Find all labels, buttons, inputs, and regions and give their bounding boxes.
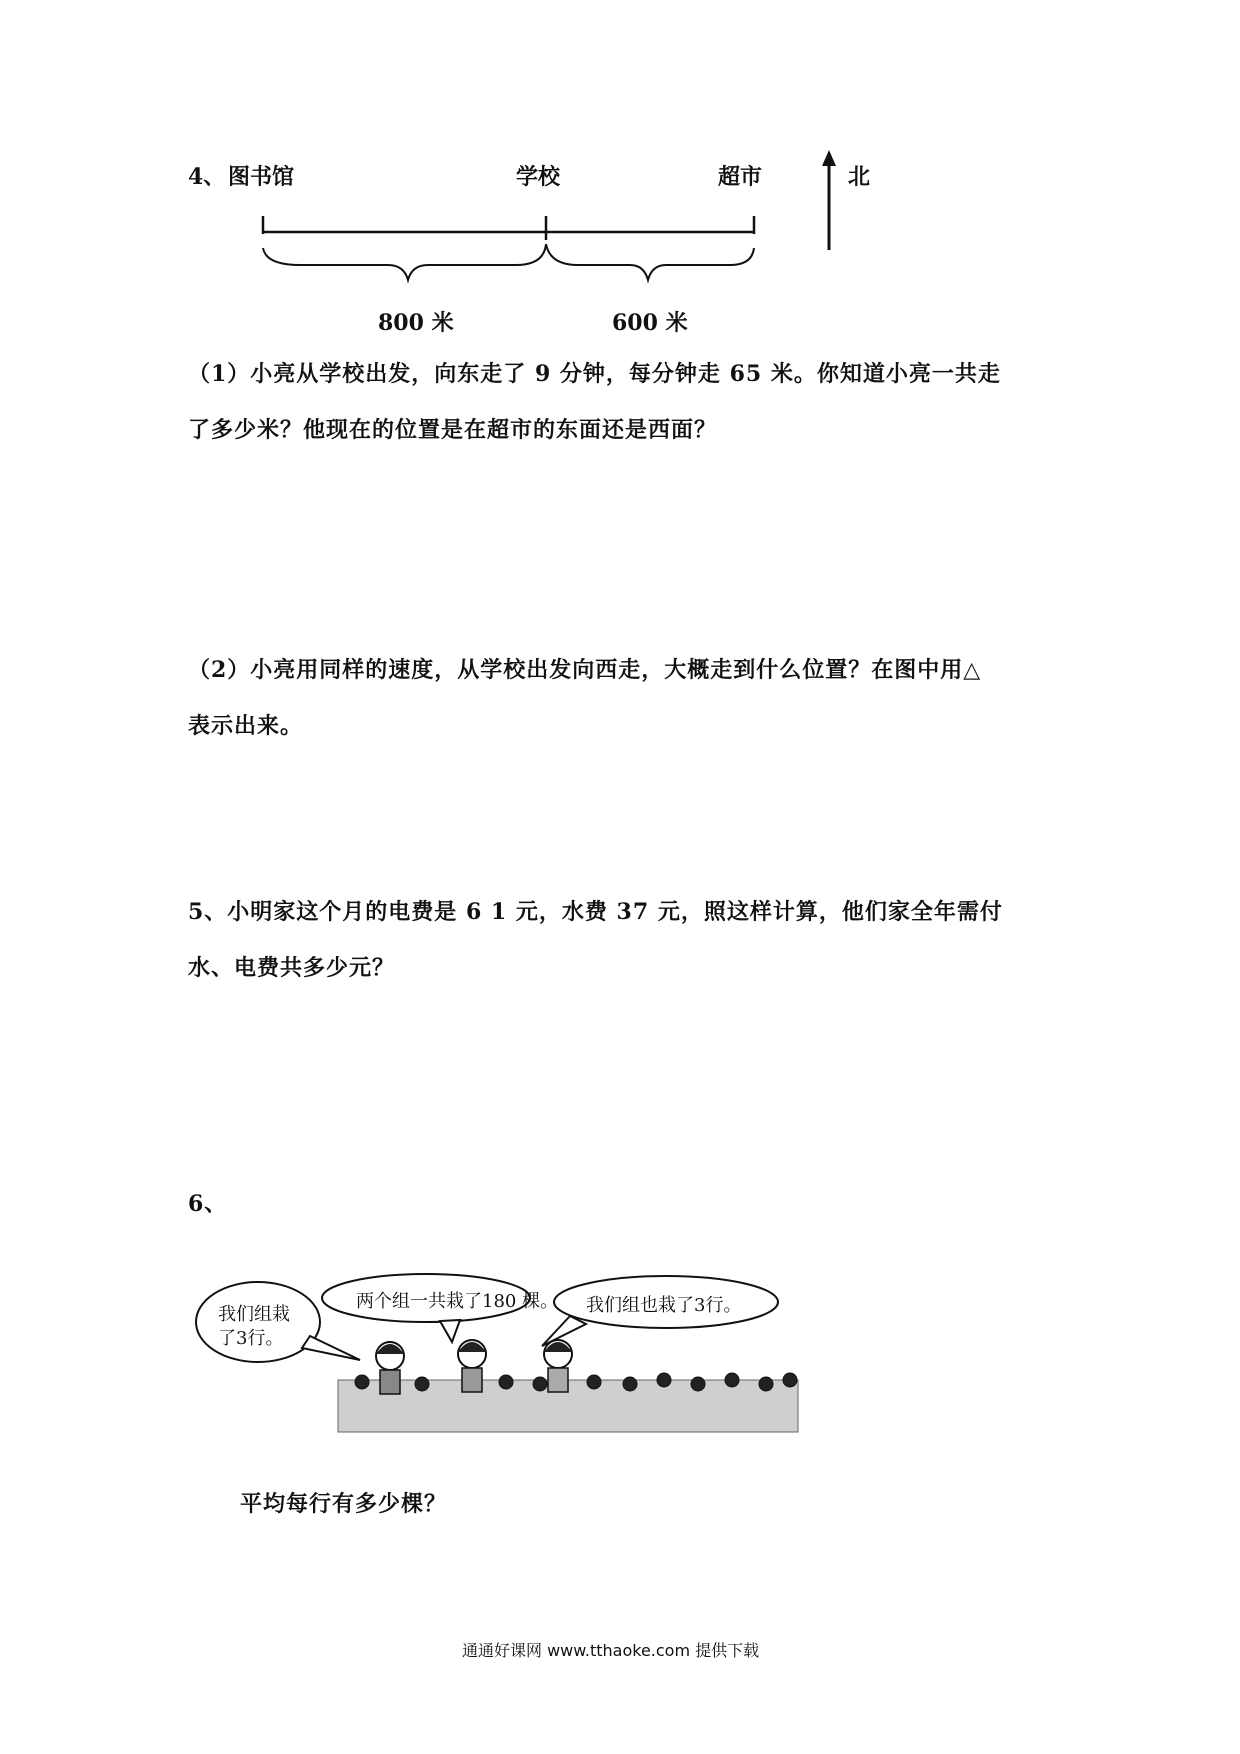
- bubble-left-line2: 了3行。: [218, 1328, 284, 1349]
- bubble-left-line1: 我们组栽: [218, 1304, 290, 1325]
- distance-left: 800 米: [378, 310, 454, 336]
- left-brace: [263, 244, 546, 280]
- label-market: 超市: [718, 164, 763, 190]
- q4-sub1-line2: 了多少米？他现在的位置是在超市的东面还是西面？: [188, 417, 718, 443]
- label-school: 学校: [516, 164, 561, 190]
- q4-sub2-line1: （2）小亮用同样的速度，从学校出发向西走，大概走到什么位置？在图中用△: [188, 657, 982, 683]
- road-line: [263, 216, 755, 240]
- label-library: 图书馆: [228, 164, 295, 190]
- q4-sub1-line1: （1）小亮从学校出发，向东走了 9 分钟，每分钟走 65 米。你知道小亮一共走: [188, 361, 1001, 387]
- bubble-right-text: 我们组也栽了3行。: [586, 1295, 742, 1316]
- q4-sub2-line2: 表示出来。: [188, 713, 304, 739]
- child-3: [544, 1340, 572, 1392]
- distance-diagram: [0, 0, 1240, 320]
- q4-number: 4、: [188, 164, 226, 190]
- child-1: [376, 1342, 404, 1394]
- q6-question: 平均每行有多少棵？: [240, 1491, 448, 1517]
- page-footer: 通通好课网 www.tthaoke.com 提供下载: [462, 1641, 760, 1660]
- q5-line1: 5、小明家这个月的电费是 6 1 元，水费 37 元，照这样计算，他们家全年需付: [188, 899, 1003, 925]
- bubble-middle-text: 两个组一共栽了180 棵。: [356, 1291, 559, 1312]
- north-label: 北: [848, 164, 871, 190]
- q6-number: 6、: [188, 1191, 228, 1217]
- q5-line2: 水、电费共多少元？: [188, 955, 396, 981]
- distance-right: 600 米: [612, 310, 688, 336]
- north-arrow-icon: [822, 150, 836, 250]
- right-brace: [546, 244, 754, 280]
- child-2: [458, 1340, 486, 1392]
